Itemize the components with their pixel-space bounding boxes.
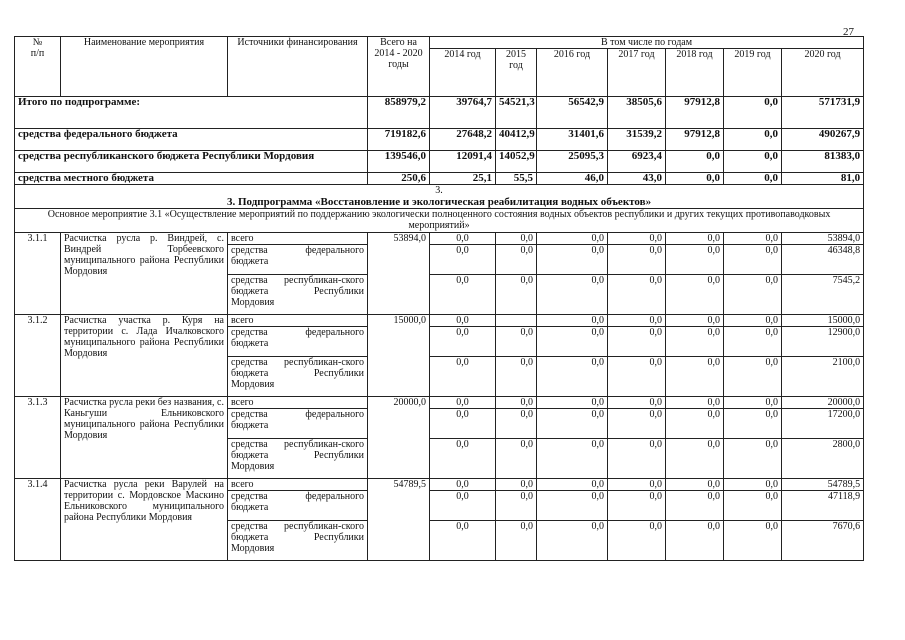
year-value: 0,0 (666, 409, 724, 439)
year-value: 0,0 (724, 521, 782, 561)
year-value: 0,0 (496, 245, 537, 275)
item-total: 20000,0 (368, 397, 430, 479)
source-label: средства республикан-ского бюджета Республики Мордовия (228, 275, 368, 315)
year-value: 0,0 (430, 397, 496, 409)
year-value: 0,0 (666, 327, 724, 357)
summary-value: 25095,3 (537, 151, 608, 173)
year-value: 0,0 (430, 245, 496, 275)
item-name: Расчистка русла реки Варулей на территории с. Мордовское Маскино Ельниковского муниципального района Республики Мордовия (61, 479, 228, 561)
year-value: 0,0 (537, 275, 608, 315)
summary-value: 55,5 (496, 173, 537, 185)
year-value: 0,0 (724, 439, 782, 479)
summary-value: 31539,2 (608, 129, 666, 151)
summary-label: средства федерального бюджета (15, 129, 368, 151)
year-value: 0,0 (537, 397, 608, 409)
summary-total: 250,6 (368, 173, 430, 185)
table-row (15, 479, 864, 491)
year-value: 0,0 (537, 521, 608, 561)
year-header: 2019 год (724, 49, 782, 97)
col-name-header: Наименование мероприятия (61, 37, 228, 97)
col-num-header: № п/п (15, 37, 61, 97)
year-value: 0,0 (724, 275, 782, 315)
year-value: 0,0 (666, 245, 724, 275)
year-value: 0,0 (608, 409, 666, 439)
item-name: Расчистка русла р. Виндрей, с. Виндрей Торбеевского муниципального района Республики Мордовия (61, 233, 228, 315)
table-row (15, 397, 864, 409)
year-header: 2014 год (430, 49, 496, 97)
year-value: 0,0 (496, 275, 537, 315)
year-value: 0,0 (666, 439, 724, 479)
year-value: 46348,8 (782, 245, 864, 275)
year-value: 0,0 (496, 327, 537, 357)
source-label: всего (228, 233, 368, 245)
year-value: 0,0 (724, 479, 782, 491)
summary-value: 25,1 (430, 173, 496, 185)
summary-value: 0,0 (724, 97, 782, 129)
summary-value: 81383,0 (782, 151, 864, 173)
year-value: 0,0 (496, 397, 537, 409)
year-header: 2020 год (782, 49, 864, 97)
page-number: 27 (843, 26, 854, 38)
summary-value: 6923,4 (608, 151, 666, 173)
year-value: 15000,0 (782, 315, 864, 327)
year-value: 0,0 (496, 439, 537, 479)
year-value: 0,0 (537, 357, 608, 397)
year-value: 0,0 (724, 409, 782, 439)
summary-value: 0,0 (724, 173, 782, 185)
year-value: 0,0 (430, 275, 496, 315)
section-marker: 3. (15, 185, 864, 197)
summary-value: 56542,9 (537, 97, 608, 129)
year-value: 0,0 (430, 409, 496, 439)
year-value: 0,0 (537, 327, 608, 357)
summary-value: 43,0 (608, 173, 666, 185)
item-total: 54789,5 (368, 479, 430, 561)
financing-table (14, 36, 864, 561)
year-value: 0,0 (724, 357, 782, 397)
source-label: средства республикан-ского бюджета Республики Мордовия (228, 521, 368, 561)
year-value: 0,0 (608, 275, 666, 315)
summary-value: 12091,4 (430, 151, 496, 173)
year-value: 0,0 (496, 521, 537, 561)
source-label: средства федерального бюджета (228, 327, 368, 357)
year-value: 53894,0 (782, 233, 864, 245)
summary-value: 27648,2 (430, 129, 496, 151)
summary-row (15, 97, 864, 129)
year-value: 0,0 (537, 439, 608, 479)
year-value: 0,0 (666, 479, 724, 491)
year-value: 54789,5 (782, 479, 864, 491)
year-value: 17200,0 (782, 409, 864, 439)
year-value: 0,0 (608, 491, 666, 521)
year-value: 0,0 (666, 521, 724, 561)
header-row (15, 37, 864, 49)
summary-total: 139546,0 (368, 151, 430, 173)
year-value: 7545,2 (782, 275, 864, 315)
year-value: 0,0 (496, 409, 537, 439)
year-value: 0,0 (537, 409, 608, 439)
year-value: 0,0 (724, 397, 782, 409)
year-value: 2800,0 (782, 439, 864, 479)
year-value: 0,0 (608, 233, 666, 245)
item-number: 3.1.2 (15, 315, 61, 397)
year-header: 2015 год (496, 49, 537, 97)
year-value: 12900,0 (782, 327, 864, 357)
year-value (496, 315, 537, 327)
year-value: 0,0 (608, 315, 666, 327)
source-label: всего (228, 315, 368, 327)
year-value: 0,0 (537, 491, 608, 521)
year-value: 0,0 (537, 479, 608, 491)
item-number: 3.1.1 (15, 233, 61, 315)
summary-value: 0,0 (666, 173, 724, 185)
source-label: средства республикан-ского бюджета Республики Мордовия (228, 439, 368, 479)
summary-total: 858979,2 (368, 97, 430, 129)
year-value: 0,0 (608, 245, 666, 275)
year-value: 0,0 (724, 315, 782, 327)
summary-value: 97912,8 (666, 97, 724, 129)
source-label: средства федерального бюджета (228, 491, 368, 521)
summary-value: 54521,3 (496, 97, 537, 129)
year-value: 0,0 (666, 315, 724, 327)
summary-value: 97912,8 (666, 129, 724, 151)
year-value: 0,0 (724, 327, 782, 357)
summary-label: средства республиканского бюджета Республики Мордовия (15, 151, 368, 173)
summary-total: 719182,6 (368, 129, 430, 151)
year-value: 0,0 (666, 491, 724, 521)
col-source-header: Источники финансирования (228, 37, 368, 97)
col-total-header: Всего на 2014 - 2020 годы (368, 37, 430, 97)
year-value: 0,0 (496, 233, 537, 245)
year-value: 0,0 (430, 233, 496, 245)
year-value: 0,0 (724, 245, 782, 275)
summary-value: 0,0 (724, 151, 782, 173)
summary-value: 0,0 (724, 129, 782, 151)
year-value: 0,0 (724, 491, 782, 521)
year-header: 2016 год (537, 49, 608, 97)
year-value: 47118,9 (782, 491, 864, 521)
year-value: 0,0 (496, 357, 537, 397)
year-value: 0,0 (537, 233, 608, 245)
year-value: 0,0 (430, 491, 496, 521)
summary-row (15, 151, 864, 173)
main-measure-row (15, 209, 864, 233)
summary-value: 31401,6 (537, 129, 608, 151)
year-value: 0,0 (666, 233, 724, 245)
summary-value: 490267,9 (782, 129, 864, 151)
table-row (15, 315, 864, 327)
year-value: 20000,0 (782, 397, 864, 409)
year-value: 0,0 (608, 357, 666, 397)
summary-row (15, 173, 864, 185)
item-total: 15000,0 (368, 315, 430, 397)
year-header: 2017 год (608, 49, 666, 97)
year-value: 0,0 (666, 357, 724, 397)
summary-label: средства местного бюджета (15, 173, 368, 185)
item-name: Расчистка русла реки без названия, с. Каньгуши Ельниковского муниципального района Республики Мордовия (61, 397, 228, 479)
year-value: 0,0 (608, 521, 666, 561)
year-value: 0,0 (608, 439, 666, 479)
summary-value: 39764,7 (430, 97, 496, 129)
source-label: всего (228, 397, 368, 409)
year-value: 0,0 (430, 315, 496, 327)
summary-value: 81,0 (782, 173, 864, 185)
section-title: 3. Подпрограмма «Восстановление и экологическая реабилитация водных объектов» (15, 197, 864, 209)
summary-value: 14052,9 (496, 151, 537, 173)
summary-label: Итого по подпрограмме: (15, 97, 368, 129)
year-value: 0,0 (666, 275, 724, 315)
item-name: Расчистка участка р. Куря на территории с. Лада Ичалковского муниципального района Республики Мордовия (61, 315, 228, 397)
year-header: 2018 год (666, 49, 724, 97)
year-value: 0,0 (496, 479, 537, 491)
by-years-header: В том числе по годам (430, 37, 864, 49)
item-total: 53894,0 (368, 233, 430, 315)
item-number: 3.1.3 (15, 397, 61, 479)
summary-value: 38505,6 (608, 97, 666, 129)
item-number: 3.1.4 (15, 479, 61, 561)
summary-value: 571731,9 (782, 97, 864, 129)
year-value: 7670,6 (782, 521, 864, 561)
year-value: 0,0 (608, 397, 666, 409)
table-row (15, 233, 864, 245)
source-label: средства республикан-ского бюджета Республики Мордовия (228, 357, 368, 397)
summary-row (15, 129, 864, 151)
summary-value: 46,0 (537, 173, 608, 185)
year-value: 0,0 (724, 233, 782, 245)
year-value: 0,0 (430, 521, 496, 561)
year-value: 0,0 (430, 479, 496, 491)
section-title-row (15, 197, 864, 209)
year-value: 0,0 (608, 327, 666, 357)
main-measure: Основное мероприятие 3.1 «Осуществление мероприятий по поддержанию экологически полноценного состояния водных объектов республики и других текущих противопаводковых мероприятий» (15, 209, 864, 233)
summary-value: 0,0 (666, 151, 724, 173)
year-value: 0,0 (537, 245, 608, 275)
year-value: 0,0 (430, 357, 496, 397)
year-value: 2100,0 (782, 357, 864, 397)
year-value: 0,0 (430, 439, 496, 479)
source-label: всего (228, 479, 368, 491)
summary-value: 40412,9 (496, 129, 537, 151)
year-value: 0,0 (430, 327, 496, 357)
source-label: средства федерального бюджета (228, 409, 368, 439)
year-value: 0,0 (496, 491, 537, 521)
year-value: 0,0 (666, 397, 724, 409)
year-value: 0,0 (537, 315, 608, 327)
section-marker-row (15, 185, 864, 197)
year-value: 0,0 (608, 479, 666, 491)
source-label: средства федерального бюджета (228, 245, 368, 275)
